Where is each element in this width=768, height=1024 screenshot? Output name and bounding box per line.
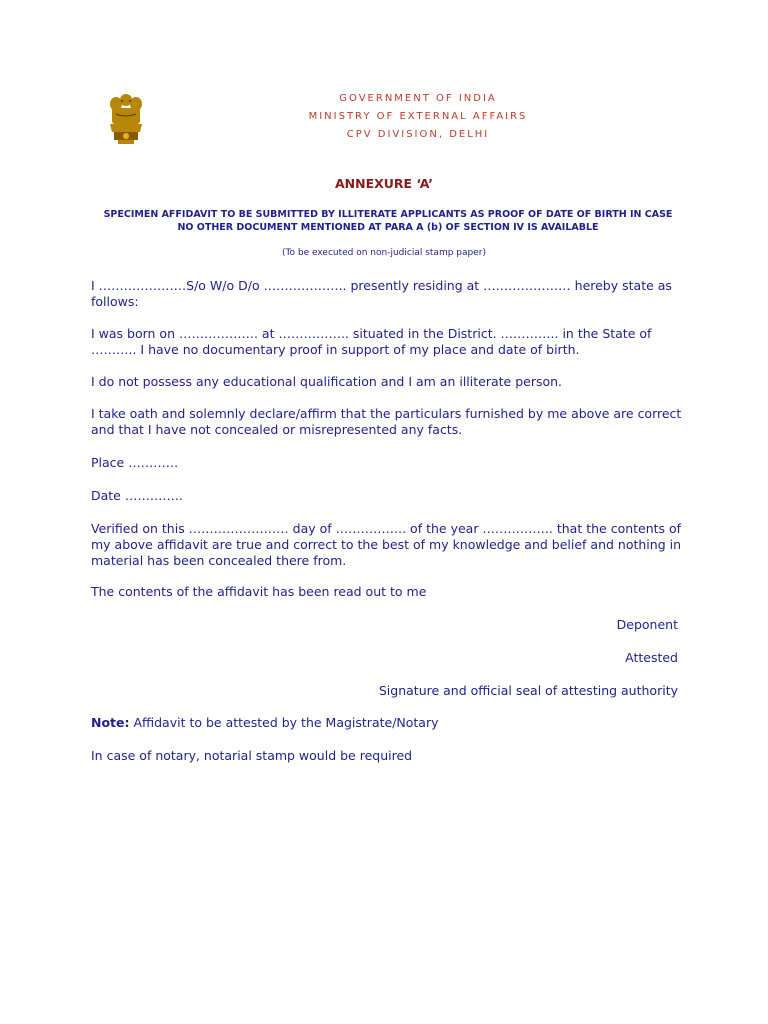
note-line (91, 715, 691, 731)
paragraph-read-out: The contents of the affidavit has been read out to me (91, 584, 427, 599)
annexure-title: ANNEXURE ‘A’ (334, 176, 434, 191)
specimen-title-line-2: NO OTHER DOCUMENT MENTIONED AT PARA A (b) OF SECTION IV IS AVAILABLE (177, 222, 599, 233)
header (0, 90, 768, 144)
paragraph-declaration: I …………………S/o W/o D/o ……………….. presently residing at ………………… hereby state as follows: (91, 278, 672, 309)
specimen-title-line-1: SPECIMEN AFFIDAVIT TO BE SUBMITTED BY ILLITERATE APPLICANTS AS PROOF OF DATE OF BIRTH IN CASE (103, 209, 673, 220)
note-text: Affidavit to be attested by the Magistrate/Notary (129, 715, 439, 730)
deponent-label: Deponent (616, 617, 678, 632)
stamp-note: (To be executed on non-judicial stamp paper) (282, 248, 486, 258)
notary-line: In case of notary, notarial stamp would be required (91, 748, 413, 763)
signature-label: Signature and official seal of attesting authority (378, 683, 678, 698)
paragraph-oath: I take oath and solemnly declare/affirm that the particulars furnished by me above are correct and that I have not concealed or misrepresented any facts. (91, 406, 682, 437)
header-line-3: CPV DIVISION, DELHI (346, 129, 490, 140)
place-line: Place ………… (91, 455, 179, 470)
attested-label: Attested (625, 650, 678, 665)
specimen-title (80, 208, 696, 234)
header-line-2: MINISTRY OF EXTERNAL AFFAIRS (308, 111, 528, 122)
paragraph-education: I do not possess any educational qualification and I am an illiterate person. (91, 374, 563, 389)
date-line: Date ………….. (91, 488, 183, 503)
paragraph-birth: I was born on ………………. at …………….. situated in the District. ………….. in the State of ……….. I have no documentary proof in support of my place and date of birth. (91, 326, 652, 357)
header-line-1: GOVERNMENT OF INDIA (339, 93, 497, 104)
paragraph-verification: Verified on this …………………… day of …………….. of the year …………….. that the contents of my above affidavit are true and correct to the best of my knowledge and belief and nothing in material has been concealed there from. (91, 521, 682, 568)
note-label: Note: (91, 715, 130, 730)
